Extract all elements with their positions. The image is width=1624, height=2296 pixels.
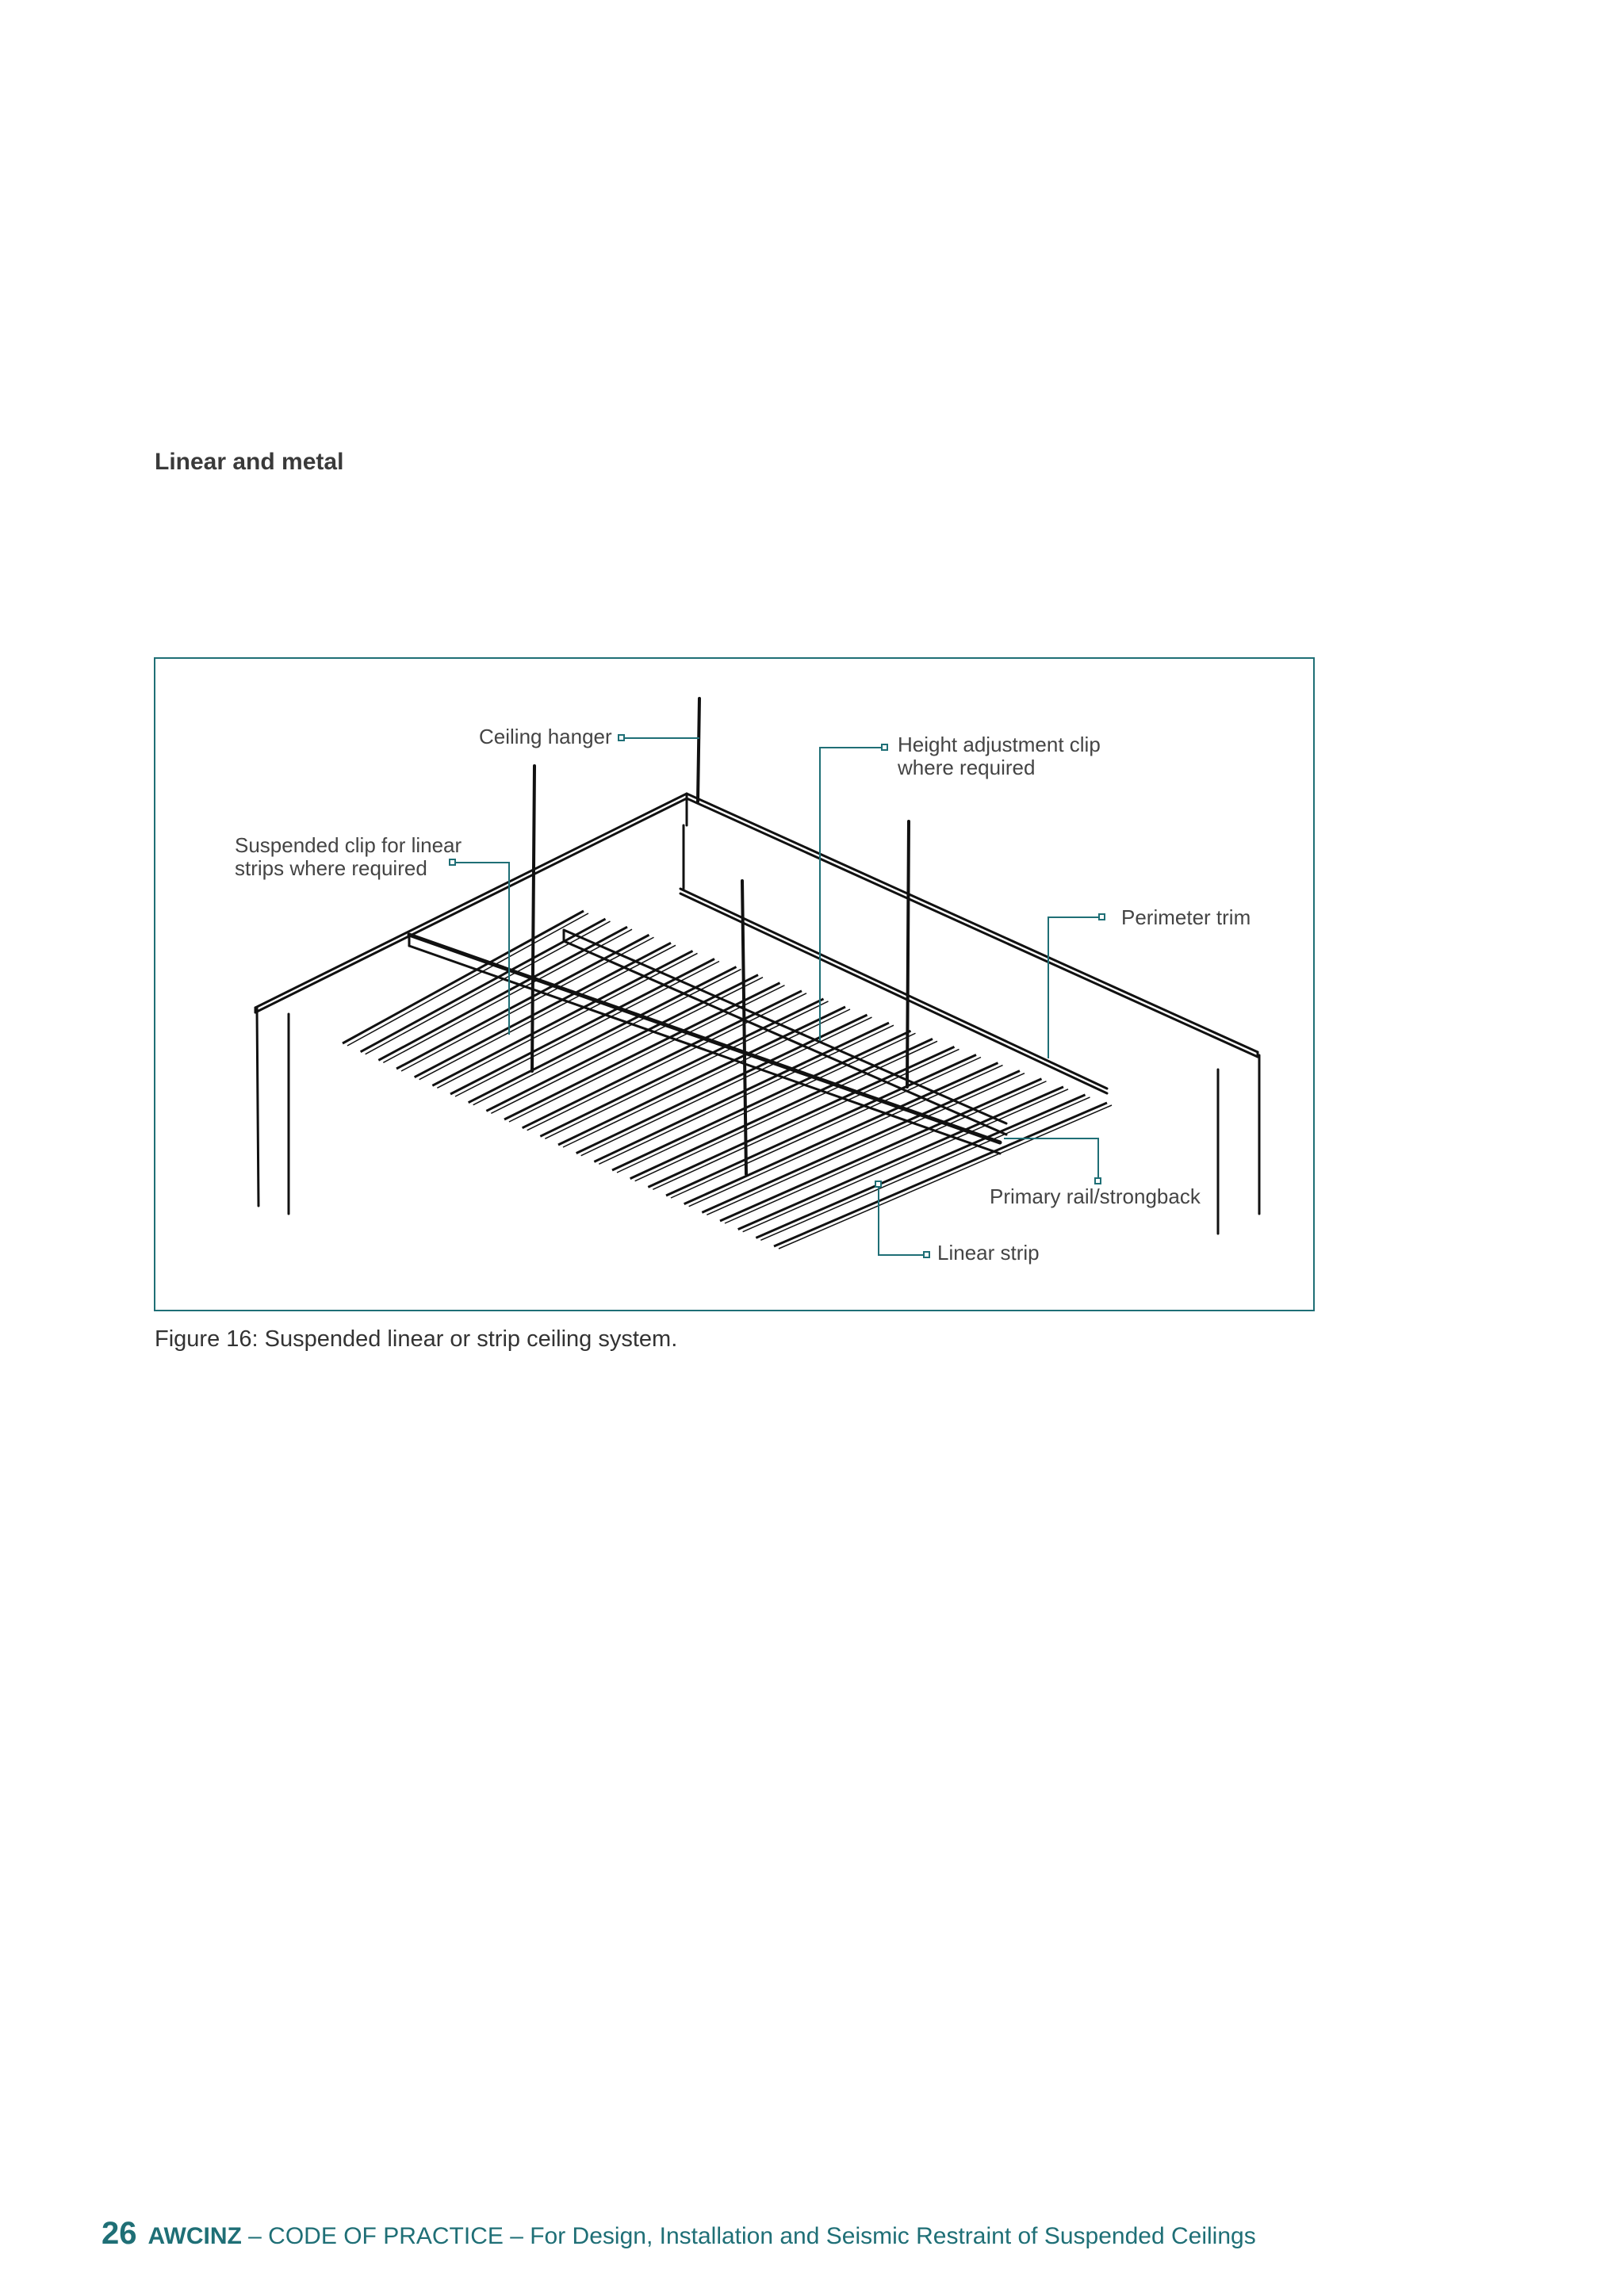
callout-line: Suspended clip for linear [235, 833, 462, 857]
callout-leader [879, 1184, 925, 1255]
callout-leader [820, 748, 883, 1041]
linear-strip-line [347, 913, 588, 1046]
callout-perimeter-trim: Perimeter trim [1121, 905, 1251, 929]
callout-marker [619, 735, 624, 740]
callout-ceiling-hanger: Ceiling hanger [479, 725, 612, 748]
callout-primary-rail: Primary rail/strongback [990, 1184, 1201, 1208]
callout-marker [875, 1181, 881, 1187]
section-heading: Linear and metal [155, 449, 344, 475]
figure-caption: Figure 16: Suspended linear or strip ceiling system. [155, 1326, 678, 1352]
callout-suspended-clip [235, 834, 462, 880]
callout-height-adjustment-clip [898, 733, 1101, 779]
callout-marker [882, 744, 887, 750]
page-number: 26 [102, 2216, 137, 2251]
callout-marker [924, 1252, 929, 1257]
linear-strip-line [576, 1015, 868, 1154]
callout-linear-strip: Linear strip [937, 1241, 1040, 1265]
ceiling-system-drawing [155, 659, 1316, 1313]
callout-line: Height adjustment clip [898, 733, 1101, 756]
callout-leader [1048, 917, 1099, 1058]
linear-strip-line [366, 921, 611, 1054]
callout-line: where required [898, 756, 1036, 779]
linear-strip-line [432, 951, 692, 1085]
callout-line: strips where required [235, 856, 427, 880]
ceiling-hanger [907, 821, 909, 1087]
footer-title: – CODE OF PRACTICE – For Design, Installation and Seismic Restraint of Suspended Ceilings [241, 2223, 1256, 2249]
ceiling-hanger [532, 766, 534, 1071]
callout-leader [455, 863, 509, 1035]
ceiling-hanger [698, 698, 699, 802]
callout-marker [1099, 914, 1105, 920]
callout-marker [1095, 1178, 1101, 1184]
linear-strip-line [419, 945, 676, 1079]
page-footer [102, 2216, 1256, 2252]
corner-post [257, 1008, 259, 1206]
linear-strip-line [343, 911, 584, 1043]
linear-strip-line [361, 919, 606, 1052]
figure-box [154, 657, 1315, 1311]
footer-org: AWCINZ [147, 2223, 242, 2249]
callout-leader [1004, 1138, 1098, 1179]
